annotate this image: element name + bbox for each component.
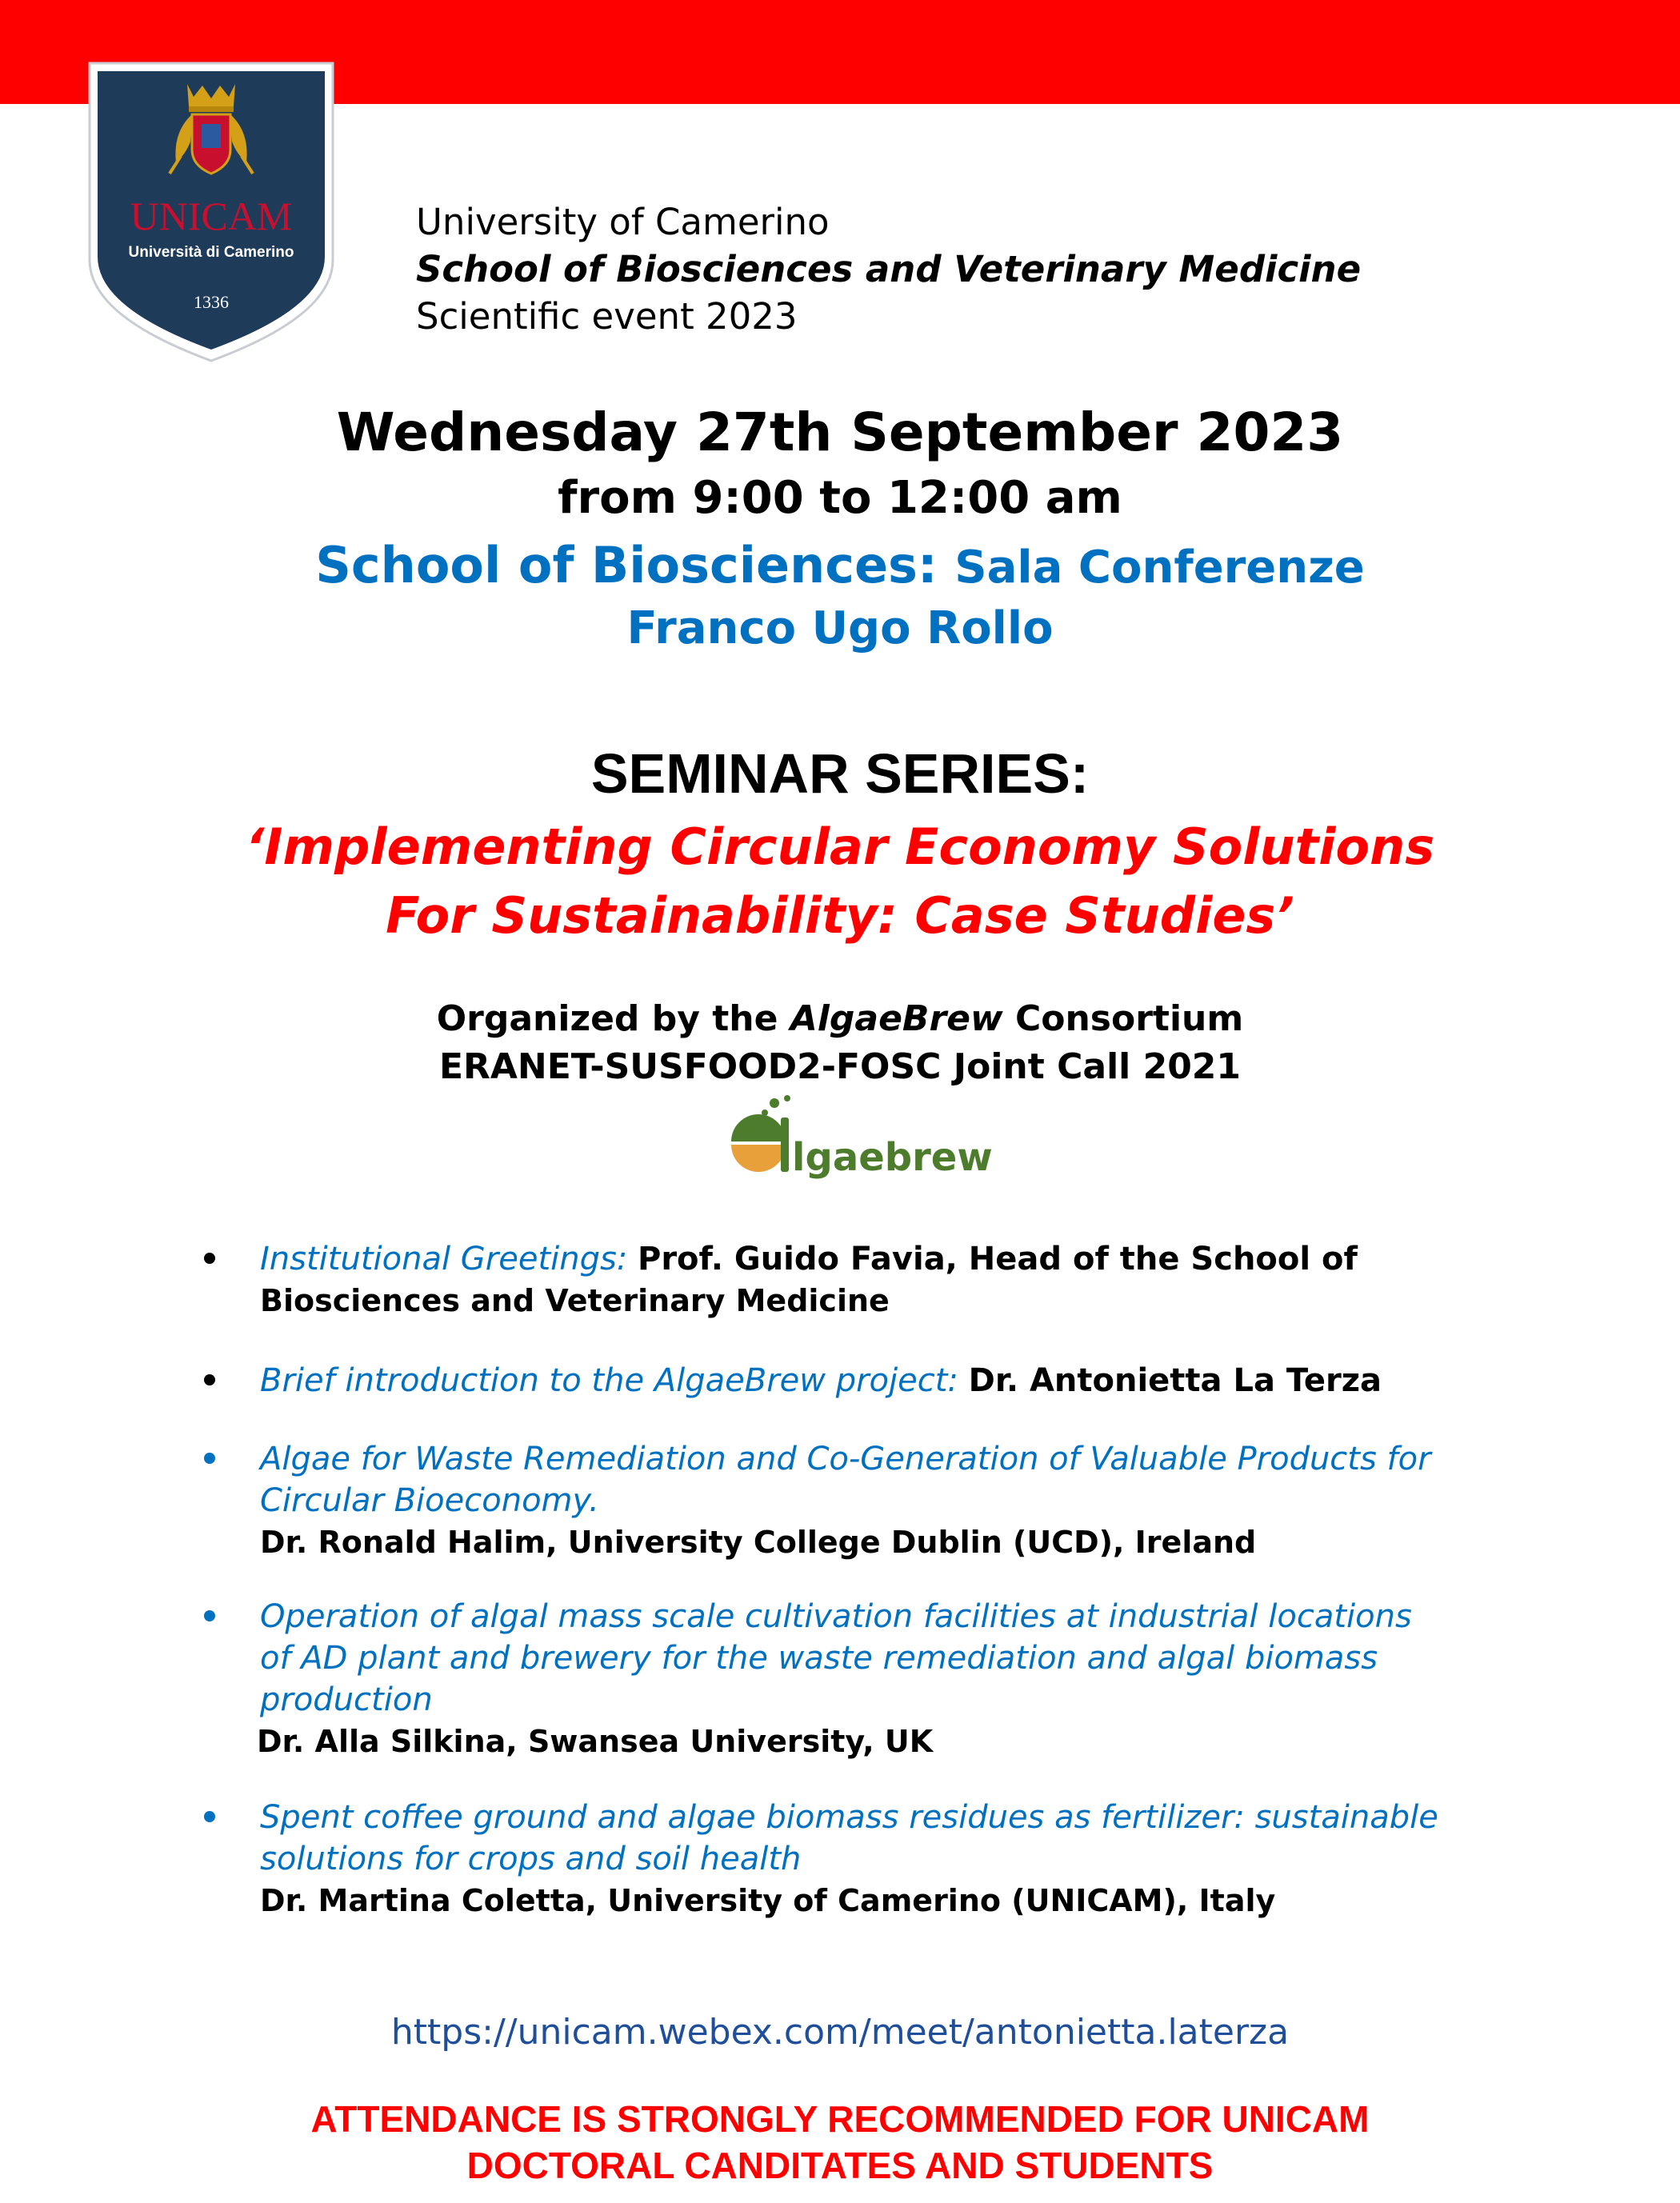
header xyxy=(416,198,1361,340)
agenda-topic: Brief introduction to the AlgaeBrew project xyxy=(260,1362,948,1399)
organizer-line xyxy=(0,998,1680,1039)
logo-subtitle: Università di Camerino xyxy=(128,244,294,261)
venue-room: Sala Conferenze xyxy=(954,542,1365,594)
joint-call-line: ERANET-SUSFOOD2-FOSC Joint Call 2021 xyxy=(438,1046,1242,1087)
agenda-topic-colon: : xyxy=(947,1362,958,1399)
agenda-speaker: Dr. Alla Silkina, Swansea University, UK xyxy=(257,1724,934,1759)
venue-line-1 xyxy=(0,536,1680,594)
consortium-name: AlgaeBrew xyxy=(790,998,1003,1039)
unicam-logo xyxy=(86,60,336,364)
organizer-suffix: Consortium xyxy=(1002,998,1244,1039)
bullet-icon xyxy=(204,1253,215,1264)
university-name: University of Camerino xyxy=(416,201,830,243)
notice-line-1: ATTENDANCE IS STRONGLY RECOMMENDED FOR UNICAM xyxy=(310,2098,1370,2140)
school-name: School of Biosciences and Veterinary Medicine xyxy=(416,248,1362,290)
agenda-topic-line: production xyxy=(260,1681,433,1718)
agenda-topic-line: Spent coffee ground and algae biomass residues as fertilizer: sustainable xyxy=(260,1799,1438,1836)
venue-school: School of Biosciences: xyxy=(315,536,938,594)
seminar-series-label: SEMINAR SERIES: xyxy=(590,742,1090,805)
webex-link[interactable]: https://unicam.webex.com/meet/antonietta.laterza xyxy=(390,2012,1290,2053)
bullet-icon xyxy=(204,1811,215,1822)
notice-line-2: DOCTORAL CANDITATES AND STUDENTS xyxy=(466,2145,1214,2186)
seminar-title-line-1: ‘Implementing Circular Economy Solutions xyxy=(245,818,1435,876)
agenda-speaker: Dr. Ronald Halim, University College Dublin (UCD), Ireland xyxy=(260,1525,1257,1560)
logo-year: 1336 xyxy=(194,292,229,312)
logo-name: UNICAM xyxy=(130,194,293,238)
algaebrew-logo-text: lgaebrew xyxy=(792,1135,993,1180)
venue-line-2: Franco Ugo Rollo xyxy=(626,602,1054,654)
bullet-icon xyxy=(204,1610,215,1621)
algaebrew-logo xyxy=(725,1092,993,1180)
agenda-speaker-detail: Biosciences and Veterinary Medicine xyxy=(260,1283,890,1318)
agenda-topic-line: solutions for crops and soil health xyxy=(260,1841,802,1877)
event-label: Scientific event 2023 xyxy=(416,295,798,338)
bullet-icon xyxy=(204,1453,215,1464)
attendance-notice xyxy=(0,2096,1680,2189)
event-time: from 9:00 to 12:00 am xyxy=(558,472,1122,524)
organizer-prefix: Organized by the xyxy=(436,998,790,1039)
unicam-shield xyxy=(86,60,336,364)
agenda-topic-line: Circular Bioeconomy. xyxy=(260,1482,599,1519)
event-date: Wednesday 27th September 2023 xyxy=(336,402,1344,463)
agenda-topic-line: of AD plant and brewery for the waste remediation and algal biomass xyxy=(260,1640,1378,1677)
seminar-title-line-2: For Sustainability: Case Studies’ xyxy=(386,886,1294,945)
agenda-speaker: Dr. Antonietta La Terza xyxy=(968,1362,1382,1399)
agenda-speaker: Prof. Guido Favia, Head of the School of xyxy=(638,1241,1358,1277)
bullet-icon xyxy=(204,1374,215,1385)
agenda-topic: Institutional Greetings: xyxy=(260,1241,628,1277)
agenda-speaker: Dr. Martina Coletta, University of Camerino (UNICAM), Italy xyxy=(260,1883,1276,1918)
agenda-topic-line: Operation of algal mass scale cultivation facilities at industrial locations xyxy=(260,1598,1412,1635)
agenda-topic-line: Algae for Waste Remediation and Co-Generation of Valuable Products for xyxy=(260,1441,1431,1477)
